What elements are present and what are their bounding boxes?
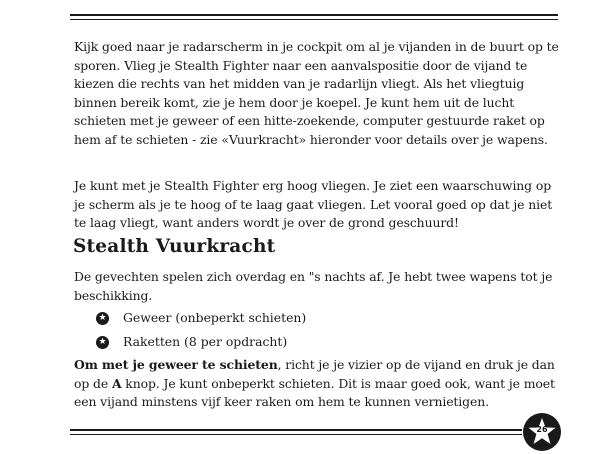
weapons-intro-paragraph: De gevechten spelen zich overdag en "s nachts af. Je hebt twee wapens tot je beschikking.: [74, 269, 553, 303]
bottom-rule-thin: [70, 434, 522, 435]
key-label: A: [111, 375, 122, 391]
gun-text-b: knop. Je kunt onbeperkt schieten. Dit is maar goed ook, want je moet een vijand minstens vijf keer raken om hem te kunnen vernietigen.: [74, 375, 555, 410]
star-bullet-icon: ★: [96, 336, 109, 349]
page-number-badge: [523, 413, 561, 451]
page-number: 26: [536, 425, 548, 434]
intro-paragraph: Kijk goed naar je radarscherm in je cockpit om al je vijanden in de buurt op te sporen. Vlieg je Stealth Fighter naar een aanvalspositie door de vijand te kiezen die rechts van het midden van je radarlijn vliegt. Als het vliegtuig binnen bereik komt, zie je hem door je koepel. Je kunt hem uit de lucht schieten met je geweer of een hitte-zoekende, computer gestuurde raket op hem af te schieten - zie «Vuurkracht» hieronder voor details over je wapens.: [74, 39, 559, 147]
list-item: [96, 309, 306, 327]
altitude-paragraph: Je kunt met je Stealth Fighter erg hoog vliegen. Je ziet een waarschuwing op je scherm als je te hoog of te laag gaat vliegen. Let vooral goed op dat je niet te laag vliegt, want anders wordt je over de grond geschuurd!: [74, 178, 553, 231]
gun-text-a: , richt je je vizier op de vijand en druk je dan op de: [74, 357, 555, 391]
list-item-label: Raketten (8 per opdracht): [123, 334, 288, 349]
list-item: [96, 333, 287, 351]
star-bullet-icon: ★: [96, 312, 109, 325]
top-rule: [70, 14, 558, 16]
top-rule-thin: [70, 19, 558, 20]
gun-paragraph: [74, 356, 564, 412]
section-heading: Stealth Vuurkracht: [73, 236, 276, 257]
gun-lead-bold: Om met je geweer te schieten: [74, 357, 278, 372]
bottom-rule: [70, 429, 522, 431]
list-item-label: Geweer (onbeperkt schieten): [123, 310, 307, 325]
